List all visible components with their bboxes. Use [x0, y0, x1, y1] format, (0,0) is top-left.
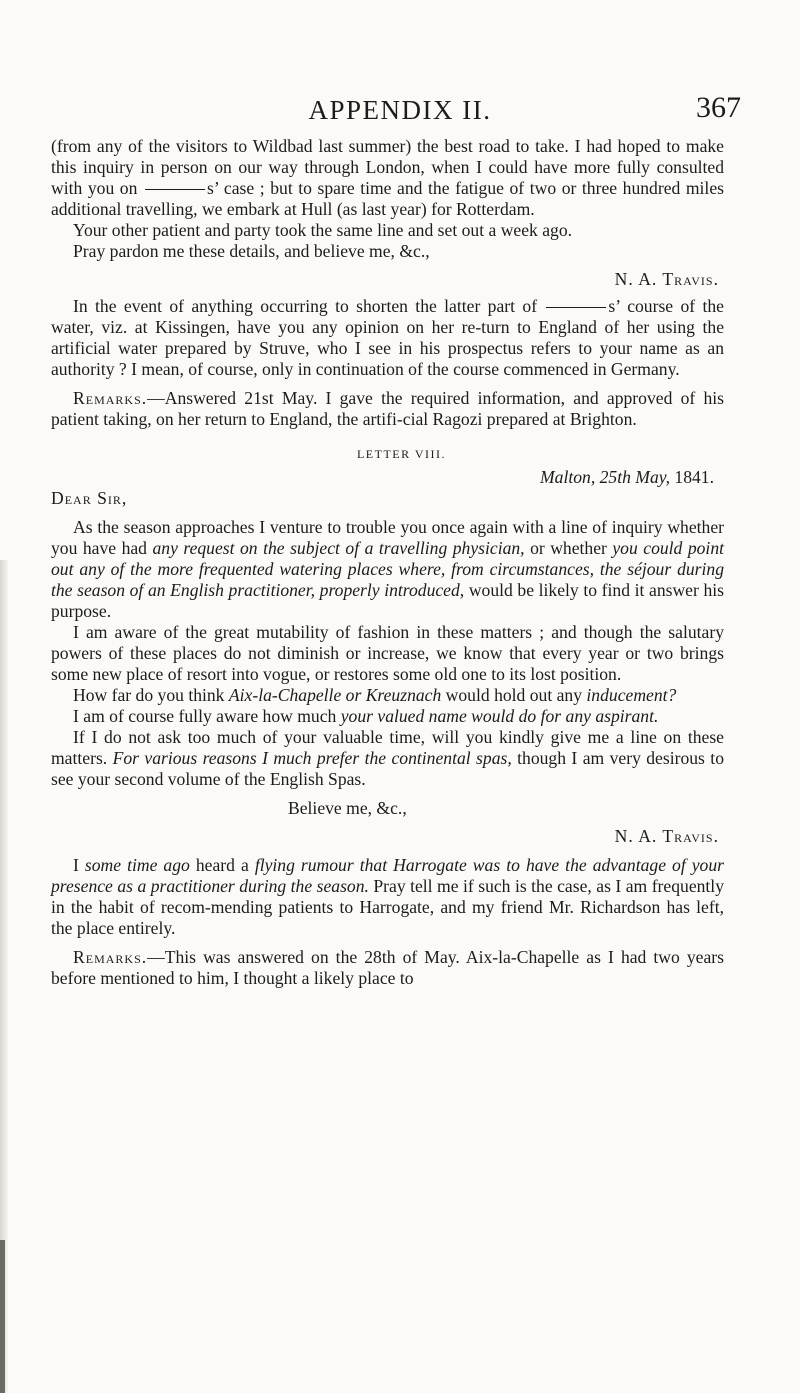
- page-number: 367: [696, 91, 741, 124]
- paragraph-6: I am aware of the great mutability of fashion in these matters ; and though the salutary powers of these places do not diminish or increase, we know that every year or two brings some new place of resort into vogue, or restores some old one to its lost position.: [51, 622, 724, 684]
- letter-heading: LETTER VIII.: [356, 447, 447, 461]
- signature-1: N. A. Travis.: [614, 269, 719, 289]
- paragraph-3: Pray pardon me these details, and believe me, &c.,: [73, 241, 430, 261]
- paragraph-8: I am of course fully aware how much your valued name would do for any aspirant.: [73, 706, 659, 726]
- remarks-2: Remarks.—This was answered on the 28th of May. Aix-la-Chapelle as I had two years before mentioned to him, I thought a likely place to: [51, 947, 724, 988]
- salutation: Dear Sir,: [51, 488, 128, 508]
- paragraph-11: I some time ago heard a flying rumour that Harrogate was to have the advantage of your presence as a practitioner during the season. Pray tell me if such is the case, as I am frequently in the habit of recom-mending patients to Harrogate, and my friend Mr. Richardson has left, the place entirely.: [51, 855, 725, 938]
- paragraph-4: In the event of anything occurring to shorten the latter part of s’ course of the water, viz. at Kissingen, have you any opinion on her re-turn to England of her using the artificial water prepared by Struve, who I see in his prospectus refers to your name as an authority ? I mean, of course, only in continuation of the course commenced in Germany.: [51, 296, 724, 379]
- blank-dash: [145, 189, 205, 190]
- page-header: [0, 91, 800, 135]
- paragraph-7: How far do you think Aix-la-Chapelle or Kreuznach would hold out any inducement?: [73, 685, 677, 705]
- running-title: APPENDIX II.: [308, 95, 492, 125]
- paragraph-1: (from any of the visitors to Wildbad last summer) the best road to take. I had hoped to make this inquiry in person on our way through London, when I could have more fully consulted with you on s’ case ; but to spare time and the fatigue of two or three hundred miles additional travelling, we embark at Hull (as last year) for Rotterdam.: [51, 136, 724, 219]
- closing: Believe me, &c.,: [288, 798, 407, 818]
- page-body: [51, 136, 724, 989]
- blank-dash: [546, 307, 606, 308]
- signature-2: N. A. Travis.: [614, 826, 719, 846]
- dateline: Malton, 25th May, 1841.: [540, 467, 714, 487]
- remarks-label: Remarks.: [73, 388, 148, 408]
- remarks-1: Remarks.—Answered 21st May. I gave the required information, and approved of his patient taking, on her return to England, the artifi-cial Ragozi prepared at Brighton.: [51, 388, 724, 429]
- paragraph-9: If I do not ask too much of your valuable time, will you kindly give me a line on these matters. For various reasons I much prefer the continental spas, though I am very desirous to see your second volume of the English Spas.: [51, 727, 724, 789]
- paragraph-5: As the season approaches I venture to trouble you once again with a line of inquiry whether you have had any request on the subject of a travelling physician, or whether you could point out any of the more frequented watering places where, from circumstances, the séjour during the season of an English practitioner, properly introduced, would be likely to find it answer his purpose.: [51, 517, 725, 621]
- paragraph-2: Your other patient and party took the same line and set out a week ago.: [73, 220, 573, 240]
- page-binding-edge: [0, 1240, 5, 1393]
- remarks-label: Remarks.: [73, 947, 148, 967]
